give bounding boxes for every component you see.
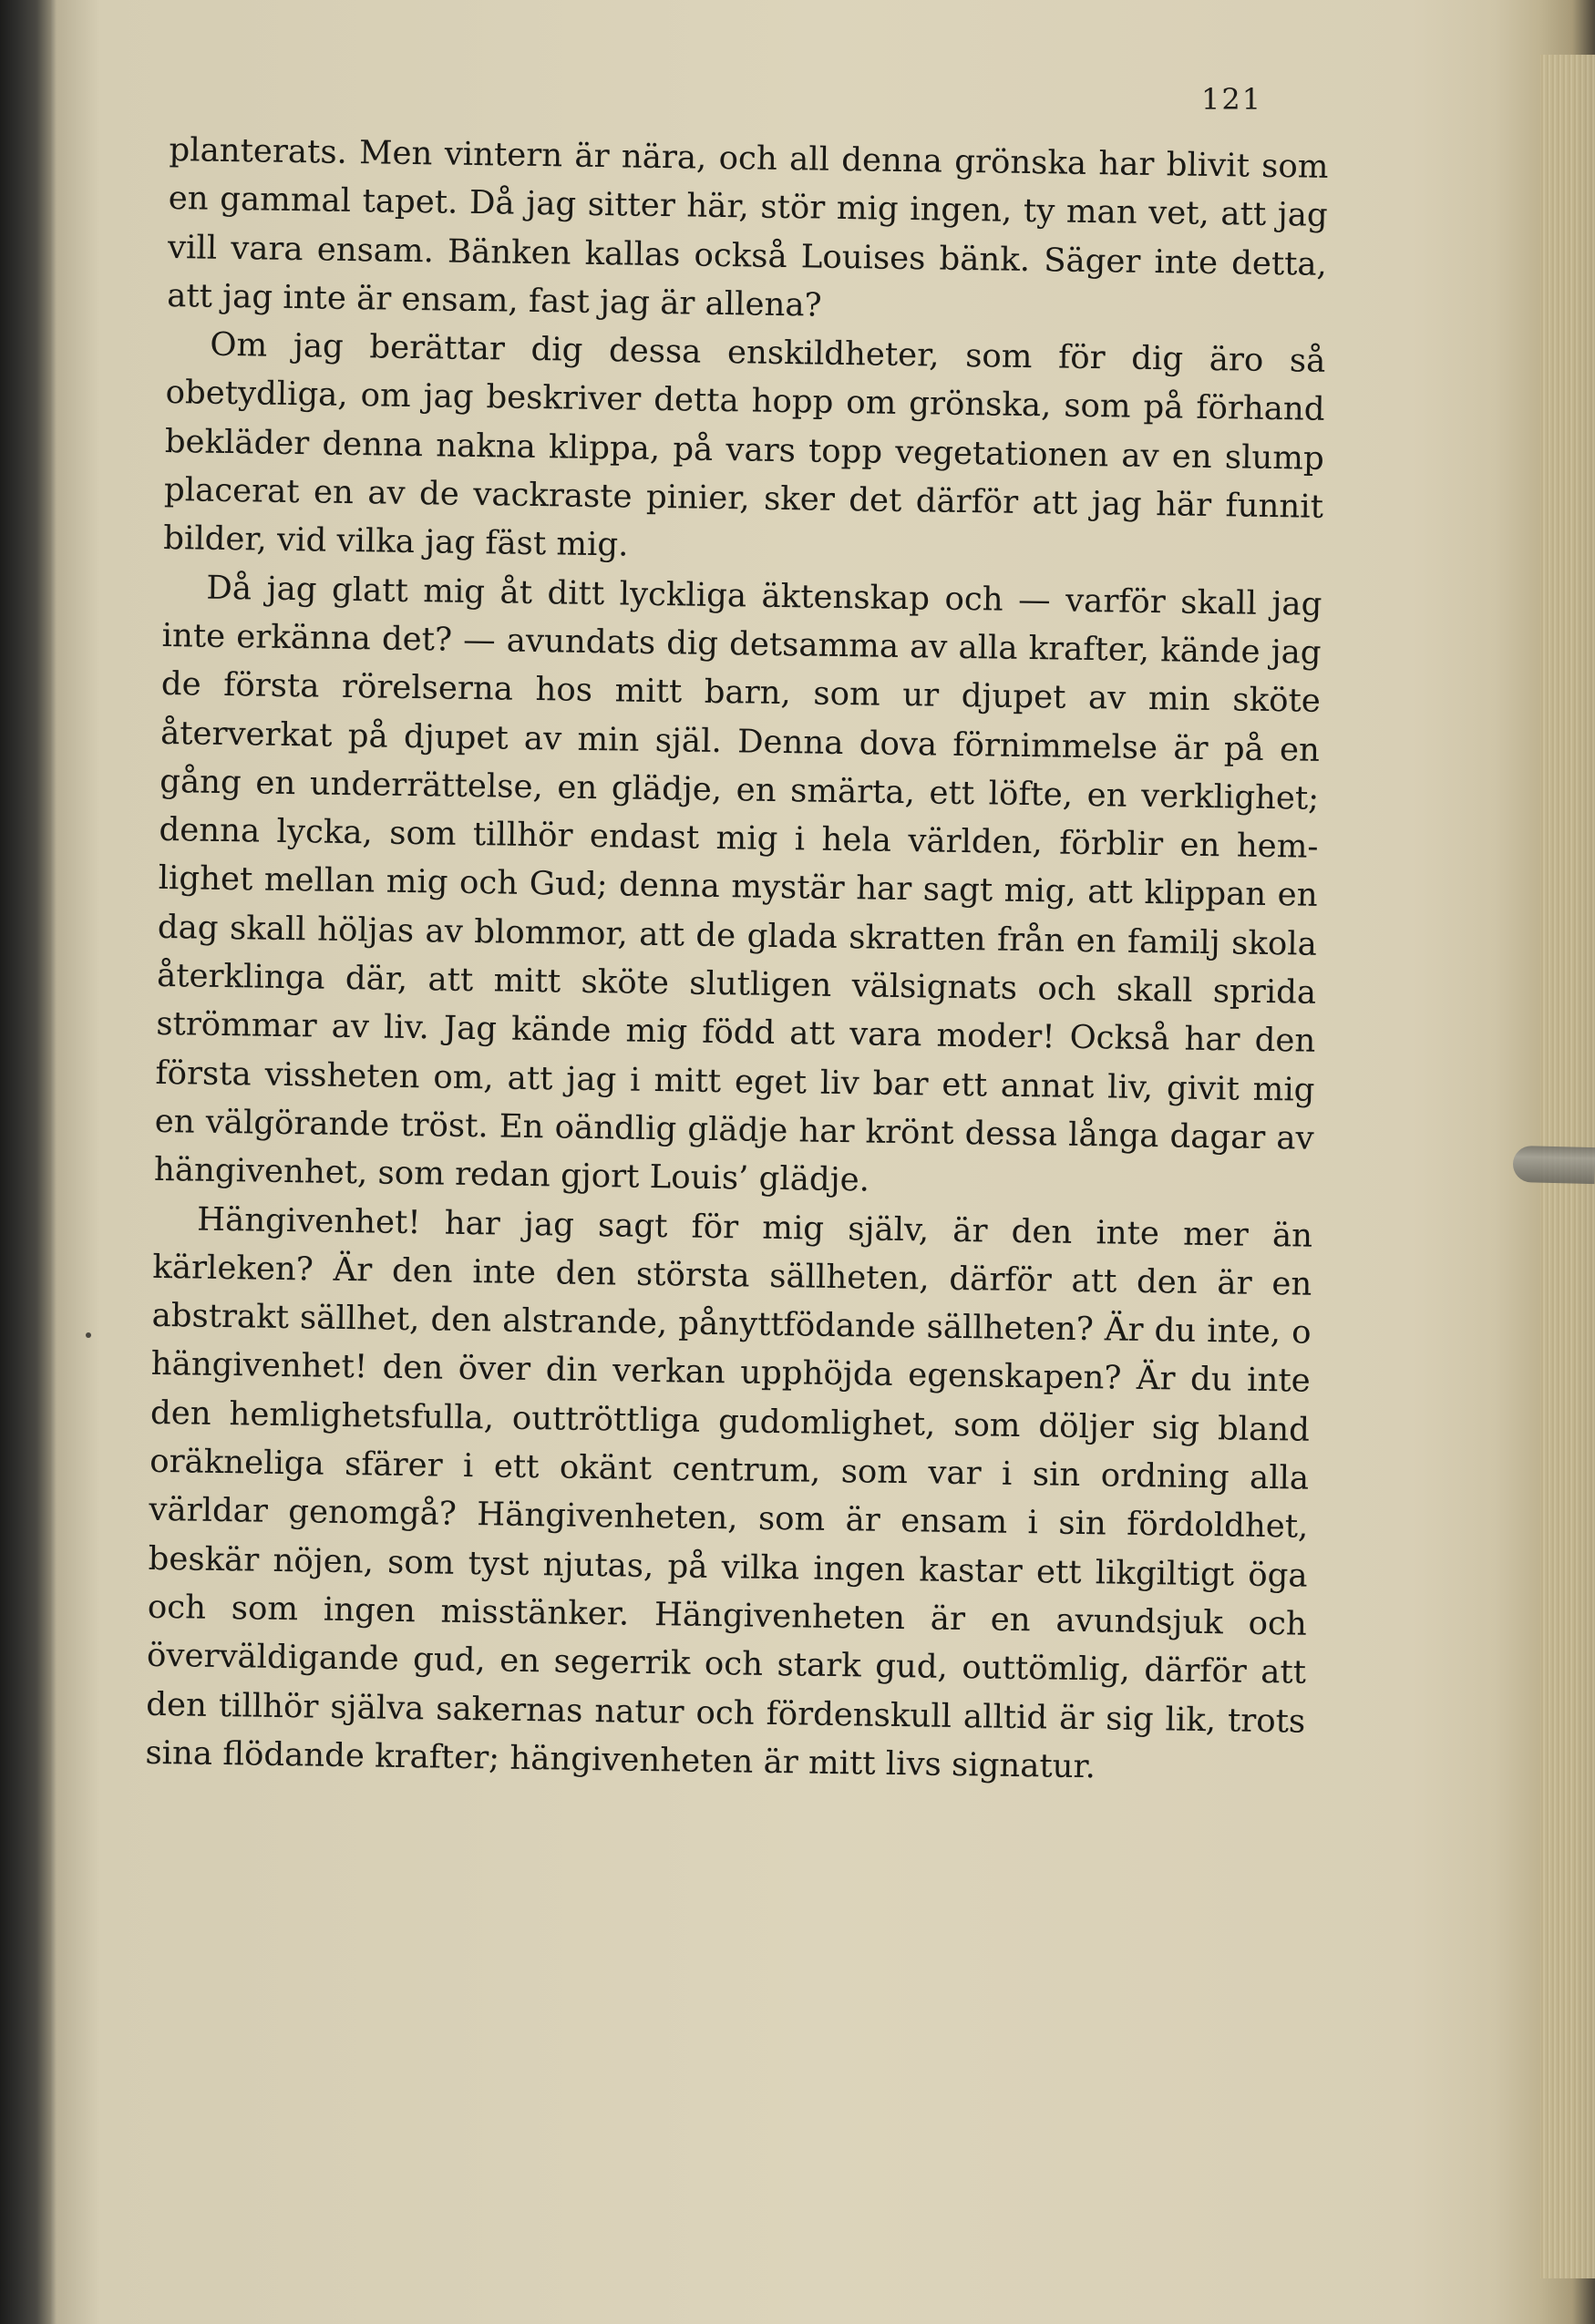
bookmark-tab [1512, 1146, 1595, 1184]
book-spine-shadow [0, 0, 51, 2324]
paragraph-1: planterats. Men vintern är nära, och all denna grönska har blivit som en gammal tapet. Då jag sitter här, stör mig ingen, ty man vet, att jag vill vara ensam. Bänken kallas också Louises bänk. Säger inte detta, att jag inte är ensam, fast jag är allena? [166, 130, 1329, 324]
margin-dot [86, 1332, 91, 1338]
paragraph-3: Då jag glatt mig åt ditt lyckliga äktenskap och — varför skall jag inte erkänna det? — avundats dig detsamma av alla krafter, kände jag de första rörelserna hos mitt barn, som ur djupet av min sköte återverkat på djupet av min själ. Denna dova förnimmelse är på en gång en underrättelse, en glädje, en smärta, ett löfte, en verklighet; denna lycka, som tillhör endast mig i hela världen, förblir en hemlighet mellan mig och Gud; denna mystär har sagt mig, att klippan en dag skall höljas av blommor, att de glada skratten från en familj skola återklinga där, att mitt sköte slutligen välsignats och skall sprida strömmar av liv. Jag kände mig född att vara moder! Också har den första vissheten om, att jag i mitt eget liv bar ett annat liv, givit mig en välgörande tröst. En oändlig glädje har krönt dessa långa dagar av hängivenhet, som redan gjort Louis’ glädje. [153, 569, 1322, 1199]
page-number: 121 [1201, 82, 1263, 117]
body-text [145, 126, 1329, 1794]
paragraph-2: Om jag berättar dig dessa enskildheter, som för dig äro så obetydliga, om jag beskriver detta hopp om grönska, som på förhand bekläder denna nakna klippa, på vars topp vegetationen av en slump placerat en av de vackraste pinier, sker det därför att jag här funnit bilder, vid vilka jag fäst mig. [162, 325, 1326, 564]
paragraph-4: Hängivenhet! har jag sagt för mig själv, är den inte mer än kärleken? Är den inte den största sällheten, därför att den är en abstrakt sällhet, den alstrande, pånyttfödande sällheten? Är du inte, o hängivenhet! den över din verkan upphöjda egenskapen? Är du inte den hemlighetsfulla, outtröttliga gudomlighet, som döljer sig bland oräkneliga sfärer i ett okänt centrum, som var i sin ordning alla världar genomgå? Hängivenheten, som är ensam i sin fördoldhet, beskär nöjen, som tyst njutas, på vilka ingen kastar ett likgiltigt öga och som ingen misstänker. Hängivenheten är en avundsjuk och överväldigande gud, en segerrik och stark gud, outtömlig, därför att den tillhör själva sakernas natur och fördenskull alltid är sig lik, trots sina flödande krafter; hängivenheten är mitt livs signatur. [145, 1200, 1313, 1786]
